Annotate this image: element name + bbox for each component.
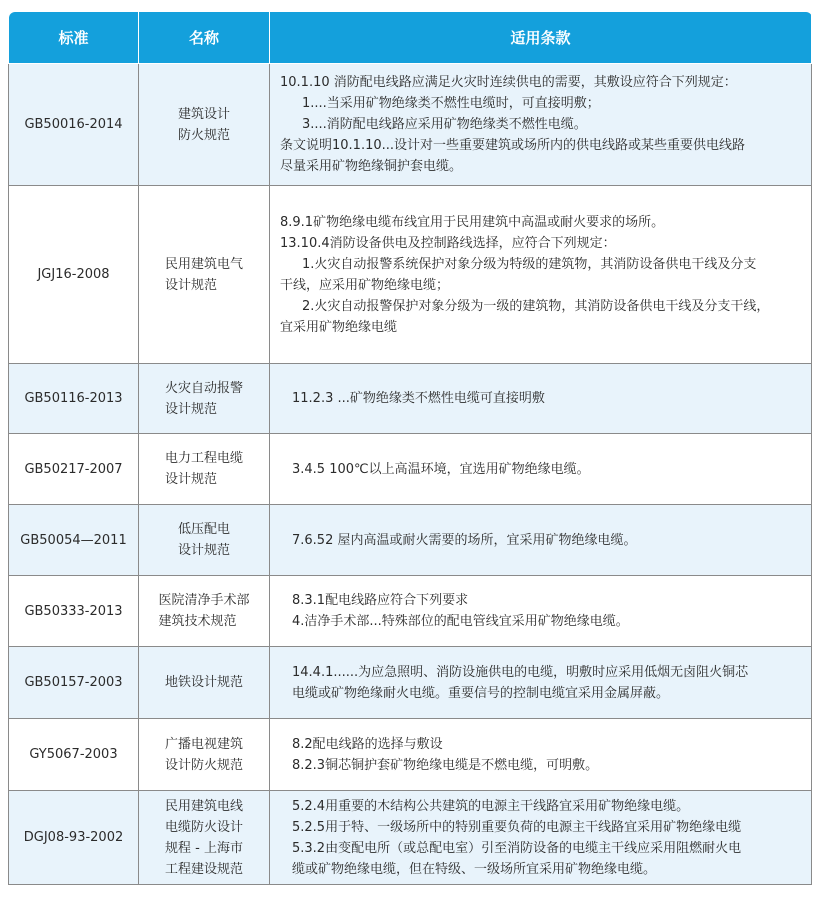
table-row xyxy=(9,434,812,505)
name-line: 设计规范 xyxy=(177,543,230,558)
name-line: 电缆防火设计 xyxy=(164,819,243,835)
standard-code: GB50217-2007 xyxy=(9,434,139,505)
standard-code: DGJ08-93-2002 xyxy=(9,791,139,885)
standards-table xyxy=(8,11,812,885)
clause-line: 7.6.52 屋内高温或耐火需要的场所，宜采用矿物绝缘电缆。 xyxy=(292,532,637,548)
standard-name xyxy=(139,64,270,186)
name-line: 地铁设计规范 xyxy=(164,675,243,690)
table-row xyxy=(9,647,812,719)
name-line: 防火规范 xyxy=(177,127,230,143)
clause-line: 2.火灾自动报警保护对象分级为一级的建筑物，其消防设备供电干线及分支干线， xyxy=(302,298,770,314)
clause-line: 8.3.1配电线路应符合下列要求 xyxy=(292,593,469,608)
header-row xyxy=(9,12,812,64)
clause-line: 干线，应采用矿物绝缘电缆； xyxy=(280,277,450,293)
clause-cell xyxy=(270,434,812,505)
clause-cell xyxy=(270,719,812,791)
name-line: 民用建筑电线 xyxy=(164,798,243,814)
table-row xyxy=(9,576,812,647)
clause-line: 8.2.3铜芯铜护套矿物绝缘电缆是不燃电缆，可明敷。 xyxy=(292,757,599,773)
clause-line: 尽量采用矿物绝缘铜护套电缆。 xyxy=(280,159,463,174)
clause-line: 5.3.2由变配电所（或总配电室）引至消防设备的电缆主干线应采用阻燃耐火电 xyxy=(292,840,742,856)
clause-cell xyxy=(270,576,812,647)
standard-code: GB50333-2013 xyxy=(9,576,139,647)
standard-name xyxy=(139,576,270,647)
standard-code: GB50116-2013 xyxy=(9,364,139,434)
name-line: 低压配电 xyxy=(177,522,230,537)
clause-cell xyxy=(270,186,812,364)
clause-line: 缆或矿物绝缘电缆，但在特级、一级场所宜采用矿物绝缘电缆。 xyxy=(292,861,657,877)
clause-cell xyxy=(270,364,812,434)
standard-name xyxy=(139,791,270,885)
table-row xyxy=(9,364,812,434)
standard-code: JGJ16-2008 xyxy=(9,186,139,364)
standard-name xyxy=(139,647,270,719)
name-line: 建筑设计 xyxy=(177,106,230,122)
name-line: 建筑技术规范 xyxy=(158,614,237,629)
clause-line: 11.2.3 ...矿物绝缘类不燃性电缆可直接明敷 xyxy=(292,391,545,406)
name-line: 广播电视建筑 xyxy=(164,736,243,752)
table-row xyxy=(9,791,812,885)
header-standard: 标准 xyxy=(9,12,139,64)
clause-line: 5.2.4用重要的木结构公共建筑的电源主干线路宜采用矿物绝缘电缆。 xyxy=(292,798,690,814)
clause-line: 13.10.4消防设备供电及控制路线选择，应符合下列规定： xyxy=(280,235,616,251)
standard-name xyxy=(139,364,270,434)
clause-cell xyxy=(270,64,812,186)
clause-line: 3.4.5 100℃以上高温环境，宜选用矿物绝缘电缆。 xyxy=(292,461,590,477)
clause-line: 8.9.1矿物绝缘电缆布线宜用于民用建筑中高温或耐火要求的场所。 xyxy=(280,214,665,230)
standard-name xyxy=(139,719,270,791)
standard-name xyxy=(139,186,270,364)
clause-cell xyxy=(270,647,812,719)
name-line: 民用建筑电气 xyxy=(164,256,243,272)
name-line: 设计规范 xyxy=(164,401,217,417)
table-row xyxy=(9,186,812,364)
clause-line: 4.洁净手术部...特殊部位的配电管线宜采用矿物绝缘电缆。 xyxy=(292,614,629,629)
clause-line: 14.4.1......为应急照明、消防设施供电的电缆，明敷时应采用低烟无卤阻火铜芯 xyxy=(292,664,749,680)
standard-code: GB50054—2011 xyxy=(9,505,139,576)
clause-line: 1....当采用矿物绝缘类不燃性电缆时，可直接明敷； xyxy=(302,96,600,111)
clause-line: 8.2配电线路的选择与敷设 xyxy=(292,736,443,752)
name-line: 医院清净手术部 xyxy=(158,593,250,608)
name-line: 设计规范 xyxy=(164,472,217,487)
clause-line: 电缆或矿物绝缘耐火电缆。重要信号的控制电缆宜采用金属屏蔽。 xyxy=(292,685,670,701)
clause-line: 10.1.10 消防配电线路应满足火灾时连续供电的需要，其敷设应符合下列规定： xyxy=(280,75,737,90)
standard-code: GY5067-2003 xyxy=(9,719,139,791)
clause-line: 条文说明10.1.10...设计对一些重要建筑或场所内的供电线路或某些重要供电线路 xyxy=(280,138,746,153)
clause-line: 3....消防配电线路应采用矿物绝缘类不燃性电缆。 xyxy=(302,117,587,132)
standard-name xyxy=(139,505,270,576)
standard-name xyxy=(139,434,270,505)
name-line: 工程建设规范 xyxy=(164,861,243,877)
name-line: 设计防火规范 xyxy=(164,757,243,773)
header-name: 名称 xyxy=(139,12,270,64)
clause-line: 1.火灾自动报警系统保护对象分级为特级的建筑物，其消防设备供电干线及分支 xyxy=(302,256,757,272)
header-clause: 适用条款 xyxy=(270,12,812,64)
table-row xyxy=(9,719,812,791)
clause-cell xyxy=(270,505,812,576)
table-row xyxy=(9,64,812,186)
table-row xyxy=(9,505,812,576)
standard-code: GB50157-2003 xyxy=(9,647,139,719)
clause-line: 宜采用矿物绝缘电缆 xyxy=(280,319,398,335)
name-line: 规程 - 上海市 xyxy=(164,840,243,856)
name-line: 火灾自动报警 xyxy=(164,380,243,396)
standard-code: GB50016-2014 xyxy=(9,64,139,186)
name-line: 电力工程电缆 xyxy=(164,451,243,466)
clause-line: 5.2.5用于特、一级场所中的特别重要负荷的电源主干线路宜采用矿物绝缘电缆 xyxy=(292,819,742,835)
name-line: 设计规范 xyxy=(164,277,217,293)
clause-cell xyxy=(270,791,812,885)
